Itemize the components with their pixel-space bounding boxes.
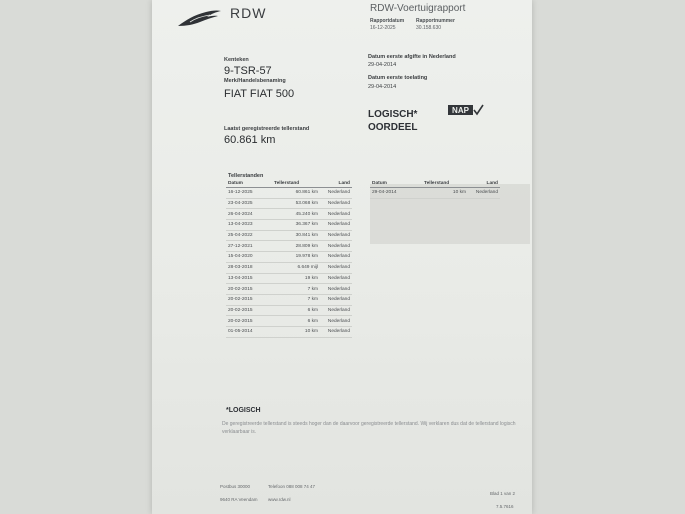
table-row [226, 316, 352, 327]
row-country: Nederland [320, 188, 352, 199]
row-reading: 10 km [422, 188, 468, 199]
brand-value: FIAT FIAT 500 [224, 88, 295, 100]
header-date: Datum [226, 180, 272, 188]
row-reading: 53.068 km [272, 198, 320, 209]
odometer-table-right [370, 180, 500, 199]
footer-phone: Telefoon 088 008 74 47 [268, 484, 316, 489]
footer-city: 9640 RA Veendam [220, 497, 258, 502]
footnote-text: De geregistreerde tellerstand is steeds hoger dan de daarvoor geregistreerde tellerstand. Wij verklaren dus dat de tellerstand logisch verklaarbaar is. [222, 421, 516, 435]
table-row [226, 284, 352, 295]
brand-label: Merk/Handelsbenaming [224, 78, 286, 84]
odometer-table-left [226, 180, 352, 338]
report-title: RDW-Voertuigrapport [370, 3, 466, 14]
row-country: Nederland [320, 326, 352, 337]
row-country: Nederland [320, 220, 352, 231]
row-country: Nederland [320, 252, 352, 263]
table-header-row [370, 180, 500, 188]
row-country: Nederland [320, 284, 352, 295]
row-reading: 10 km [272, 326, 320, 337]
row-reading: 28.809 km [272, 241, 320, 252]
row-country: Nederland [320, 198, 352, 209]
header-country: Land [468, 180, 500, 188]
report-number-label: Rapportnummer [416, 18, 455, 24]
row-date: 27-12-2021 [226, 241, 272, 252]
row-country: Nederland [320, 262, 352, 273]
row-date: 20-02-2015 [226, 294, 272, 305]
row-date: 01-05-2014 [226, 326, 272, 337]
table-row [226, 326, 352, 337]
odometer-table-title: Tellerstanden [228, 173, 264, 179]
header-reading: Tellerstand [422, 180, 468, 188]
row-date: 13-04-2023 [226, 220, 272, 231]
row-date: 25-04-2022 [226, 230, 272, 241]
odometer-table-right-body [370, 188, 500, 199]
row-reading: 60.861 km [272, 188, 320, 199]
row-reading: 6 km [272, 316, 320, 327]
table-row [226, 198, 352, 209]
rdw-bird-logo-icon [176, 6, 222, 28]
footer-code: 7.5.7616 [496, 504, 514, 509]
footnote-title: *LOGISCH [226, 407, 261, 414]
table-row [226, 230, 352, 241]
row-reading: 6 km [272, 305, 320, 316]
plate-label: Kenteken [224, 57, 249, 63]
row-country: Nederland [320, 316, 352, 327]
report-date-value: 16-12-2025 [370, 25, 396, 31]
rdw-brand-word: RDW [230, 5, 267, 21]
table-row [226, 273, 352, 284]
odometer-table-left-body [226, 188, 352, 338]
row-reading: 30.841 km [272, 230, 320, 241]
row-date: 26-04-2024 [226, 209, 272, 220]
header-date: Datum [370, 180, 422, 188]
row-date: 29-04-2014 [370, 188, 422, 199]
row-reading: 19.978 km [272, 252, 320, 263]
table-row [226, 241, 352, 252]
row-reading: 19 km [272, 273, 320, 284]
row-date: 20-02-2015 [226, 305, 272, 316]
row-country: Nederland [320, 230, 352, 241]
row-date: 15-04-2020 [226, 252, 272, 263]
table-row [226, 294, 352, 305]
table-row [226, 305, 352, 316]
verdict-text [368, 108, 417, 134]
row-reading: 6.649 mijl [272, 262, 320, 273]
header-country: Land [320, 180, 352, 188]
verdict-line1: LOGISCH* [368, 109, 418, 120]
plate-value: 9-TSR-57 [224, 65, 272, 77]
row-country: Nederland [320, 294, 352, 305]
first-nl-date-label: Datum eerste afgifte in Nederland [368, 54, 456, 60]
row-reading: 36.367 km [272, 220, 320, 231]
footer-postbus: Postbus 30000 [220, 484, 251, 489]
table-row [226, 209, 352, 220]
table-row [226, 220, 352, 231]
footer-web: www.rdw.nl [268, 497, 291, 502]
first-nl-date-value: 29-04-2014 [368, 62, 397, 68]
footer-page: Blad 1 van 2 [490, 491, 516, 496]
odometer-label: Laatst geregistreerde tellerstand [224, 126, 310, 132]
row-date: 20-02-2015 [226, 284, 272, 295]
header-reading: Tellerstand [272, 180, 320, 188]
nap-label: NAP [452, 106, 469, 115]
row-country: Nederland [468, 188, 500, 199]
row-reading: 7 km [272, 284, 320, 295]
row-country: Nederland [320, 241, 352, 252]
row-country: Nederland [320, 209, 352, 220]
row-date: 20-02-2015 [226, 316, 272, 327]
first-admission-date-value: 29-04-2014 [368, 84, 397, 90]
table-row [226, 262, 352, 273]
row-country: Nederland [320, 273, 352, 284]
row-date: 23-04-2025 [226, 198, 272, 209]
row-date: 13-04-2015 [226, 273, 272, 284]
report-page [152, 0, 532, 514]
report-number-value: 30.158.630 [416, 25, 442, 31]
row-date: 28-03-2018 [226, 262, 272, 273]
table-row [226, 252, 352, 263]
first-admission-date-label: Datum eerste toelating [368, 75, 428, 81]
nap-check-logo-icon [448, 104, 484, 116]
row-reading: 7 km [272, 294, 320, 305]
report-date-label: Rapportdatum [370, 18, 405, 24]
verdict-line2: OORDEEL [368, 122, 418, 133]
row-country: Nederland [320, 305, 352, 316]
table-header-row [226, 180, 352, 188]
table-row [370, 188, 500, 199]
table-row [226, 188, 352, 199]
odometer-value: 60.861 km [224, 134, 276, 146]
row-reading: 45.240 km [272, 209, 320, 220]
row-date: 16-12-2025 [226, 188, 272, 199]
